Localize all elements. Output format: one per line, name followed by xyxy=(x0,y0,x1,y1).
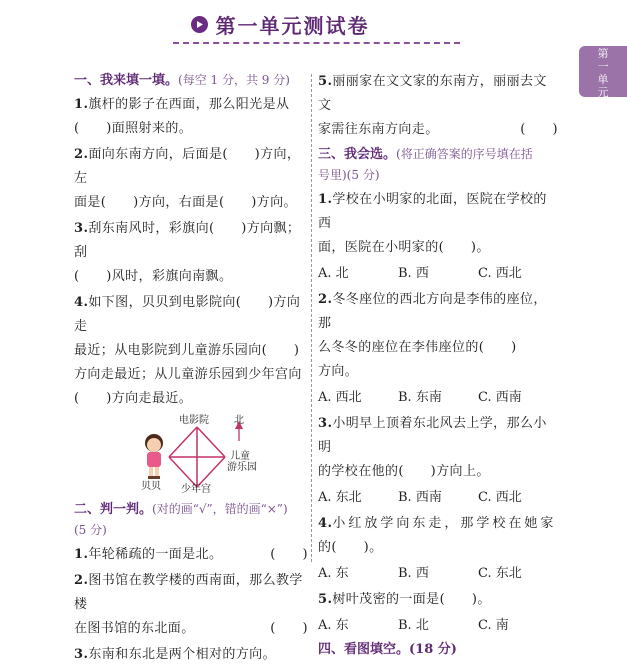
question-text: 图书馆在教学楼的西南面，那么教学楼 xyxy=(74,573,303,612)
section-4-note: (18 分) xyxy=(409,642,457,657)
option-a[interactable]: A. 东北 xyxy=(318,490,362,505)
option-b[interactable]: B. 西 xyxy=(398,266,429,281)
question-text: 么冬冬的座位在李伟座位的( ) xyxy=(318,340,517,355)
section-1-heading xyxy=(74,70,308,91)
section-3-note: (将正确答案的序号填在括 xyxy=(396,147,533,161)
question-text: 家需往东南方向走。 xyxy=(318,122,439,137)
label-park-line1: 儿童 xyxy=(230,451,250,462)
right-column xyxy=(318,70,558,660)
question-text: ( )面照射来的。 xyxy=(74,121,193,136)
question-number: 2. xyxy=(74,573,89,588)
diamond-route xyxy=(169,427,225,487)
question-text: 的( )。 xyxy=(318,540,383,555)
choice-question-4 xyxy=(318,512,558,560)
choice-options xyxy=(318,614,558,638)
answer-paren[interactable]: ( ) xyxy=(520,122,558,137)
judge-question-3 xyxy=(74,643,308,667)
question-text: 东南和东北是两个相对的方向。 xyxy=(88,647,276,662)
question-text: 小红放学向东走，那学校在她家 xyxy=(332,516,557,531)
girl-beibei-icon xyxy=(145,434,163,479)
question-text: 面，医院在小明家的( )。 xyxy=(318,240,490,255)
label-youth-palace: 少年宫 xyxy=(181,484,211,495)
unit-side-tab xyxy=(579,46,627,97)
question-text: 最近；从电影院到儿童游乐园向( ) xyxy=(74,343,300,358)
question-text: 旗杆的影子在西面，那么阳光是从 xyxy=(88,97,290,112)
option-b[interactable]: B. 西 xyxy=(398,566,429,581)
question-text: 丽丽家在文文家的东南方，丽丽去文文 xyxy=(318,74,547,113)
judge-question-2 xyxy=(74,569,308,641)
question-text: 的学校在他的( )方向上。 xyxy=(318,464,490,479)
section-3-heading xyxy=(318,144,558,186)
question-number: 1. xyxy=(318,192,333,207)
section-1-title: 一、我来填一填。 xyxy=(74,73,179,88)
question-number: 3. xyxy=(74,221,89,236)
fill-question-3 xyxy=(74,217,308,289)
question-number: 1. xyxy=(74,97,89,112)
choice-options xyxy=(318,262,558,286)
option-a[interactable]: A. 东 xyxy=(318,566,349,581)
question-text: 年轮稀疏的一面是北。 xyxy=(88,547,223,562)
question-text: 学校在小明家的北面，医院在学校的西 xyxy=(318,192,547,231)
choice-options xyxy=(318,386,558,410)
question-text: 树叶茂密的一面是( )。 xyxy=(332,592,491,607)
side-tab-char: 第 xyxy=(597,47,609,60)
option-c[interactable]: C. 西南 xyxy=(478,390,522,405)
section-2-heading xyxy=(74,499,308,541)
question-text: 刮东南风时，彩旗向( )方向飘；刮 xyxy=(74,221,301,260)
label-park-line2: 游乐园 xyxy=(227,462,257,473)
label-beibei: 贝贝 xyxy=(141,481,161,492)
question-number: 5. xyxy=(318,74,333,89)
section-2-score: (5 分) xyxy=(74,523,107,537)
choice-options xyxy=(318,562,558,586)
option-c[interactable]: C. 西北 xyxy=(478,266,522,281)
question-text: ( )方向走最近。 xyxy=(74,391,193,406)
question-text: 冬冬座位的西北方向是李伟的座位，那 xyxy=(318,292,547,331)
answer-paren[interactable]: ( ) xyxy=(270,547,308,562)
title-underline xyxy=(173,42,460,44)
section-2-note: (对的画“√”，错的画“×”) xyxy=(152,502,288,516)
choice-question-2 xyxy=(318,288,558,384)
question-text: 面向东南方向，后面是( )方向，左 xyxy=(74,147,301,186)
question-number: 4. xyxy=(74,295,89,310)
direction-diagram xyxy=(74,415,308,495)
section-2-title: 二、判一判。 xyxy=(74,502,153,517)
answer-paren[interactable]: ( ) xyxy=(270,621,308,636)
choice-question-5 xyxy=(318,588,558,612)
option-c[interactable]: C. 西北 xyxy=(478,490,522,505)
question-text: 方向走最近；从儿童游乐园到少年宫向 xyxy=(74,367,302,382)
option-c[interactable]: C. 南 xyxy=(478,618,509,633)
option-a[interactable]: A. 东 xyxy=(318,618,349,633)
label-cinema: 电影院 xyxy=(179,415,209,426)
question-number: 1. xyxy=(74,547,89,562)
play-icon xyxy=(191,16,208,33)
option-a[interactable]: A. 西北 xyxy=(318,390,362,405)
question-text: ( )风时，彩旗向南飘。 xyxy=(74,269,233,284)
question-text: 面是( )方向，右面是( )方向。 xyxy=(74,195,297,210)
section-4-title: 四、看图填空。 xyxy=(318,642,410,657)
section-4-heading xyxy=(318,640,558,660)
header xyxy=(0,10,560,39)
page-title: 第一单元测试卷 xyxy=(215,14,370,38)
option-a[interactable]: A. 北 xyxy=(318,266,349,281)
question-number: 2. xyxy=(74,147,89,162)
question-number: 3. xyxy=(318,416,333,431)
fill-question-2 xyxy=(74,143,308,215)
question-text: 方向。 xyxy=(318,364,359,379)
question-text: 在图书馆的东北面。 xyxy=(74,621,195,636)
judge-question-1 xyxy=(74,543,308,567)
question-number: 2. xyxy=(318,292,333,307)
side-tab-char: 元 xyxy=(597,86,609,99)
question-text: 小明早上顶着东北风去上学，那么小明 xyxy=(318,416,547,455)
left-column xyxy=(74,70,308,667)
question-text: 如下图，贝贝到电影院向( )方向走 xyxy=(74,295,301,334)
question-number: 4. xyxy=(318,516,333,531)
side-tab-char: 一 xyxy=(597,60,609,73)
side-tab-char: 单 xyxy=(597,73,609,86)
option-b[interactable]: B. 东南 xyxy=(398,390,442,405)
fill-question-4 xyxy=(74,291,308,411)
choice-question-3 xyxy=(318,412,558,484)
title-wrap xyxy=(191,10,370,39)
judge-question-5 xyxy=(318,70,558,142)
diagram-svg xyxy=(74,415,308,495)
option-c[interactable]: C. 东北 xyxy=(478,566,522,581)
choice-question-1 xyxy=(318,188,558,260)
question-number: 5. xyxy=(318,592,333,607)
section-3-title: 三、我会选。 xyxy=(318,147,397,162)
label-north: 北 xyxy=(234,415,244,426)
section-3-note-2: 号里)(5 分) xyxy=(318,168,380,182)
option-b[interactable]: B. 西南 xyxy=(398,490,442,505)
option-b[interactable]: B. 北 xyxy=(398,618,429,633)
question-number: 3. xyxy=(74,647,89,662)
column-divider xyxy=(311,74,312,562)
section-1-note: (每空 1 分，共 9 分) xyxy=(178,73,290,87)
choice-options xyxy=(318,486,558,510)
fill-question-1 xyxy=(74,93,308,141)
